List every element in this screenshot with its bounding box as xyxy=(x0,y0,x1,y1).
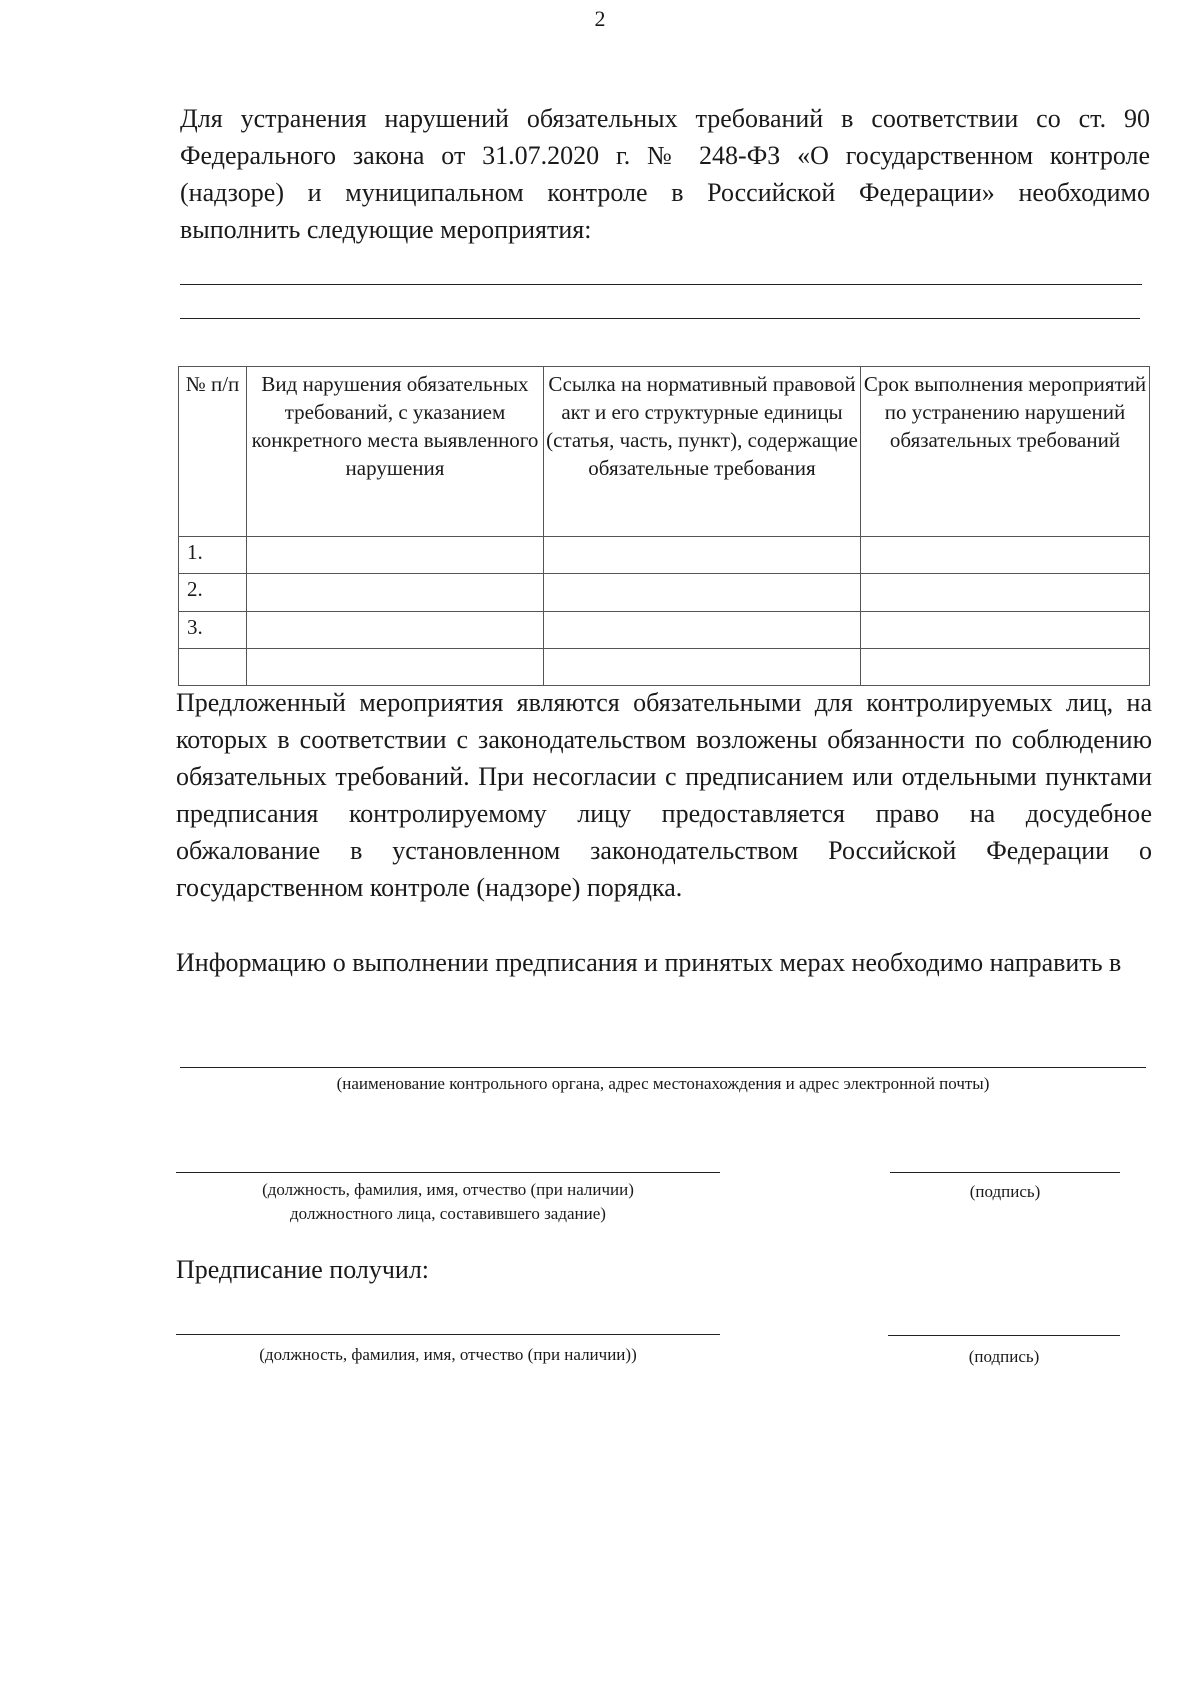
info-paragraph: Информацию о выполнении предписания и принятых мерах необходимо направить в xyxy=(176,948,1122,977)
rights-paragraph: Предложенный мероприятия являются обязательными для контролируемых лиц, на которых в соответствии с законодательством возложены обязанности по соблюдению обязательных требований. При несогласии с предписанием или отдельными пунктами предписания контролируемому лицу предоставляется право на досудебное обжалование в установленном законодательством Российской Федерации о государственном контроле (надзоре) порядка. xyxy=(176,688,1152,902)
table-cell xyxy=(544,537,861,574)
table-cell xyxy=(247,574,544,611)
received-label: Предписание получил: xyxy=(176,1255,430,1284)
row-number: 1. xyxy=(179,537,247,574)
table-row xyxy=(179,611,1150,648)
table-cell xyxy=(861,611,1150,648)
header-number: № п/п xyxy=(179,367,247,537)
authority-line xyxy=(180,1067,1146,1068)
table-cell xyxy=(861,648,1150,685)
table-cell xyxy=(544,574,861,611)
table-cell xyxy=(544,611,861,648)
signature-caption-2: (подпись) xyxy=(968,1347,1040,1366)
fill-in-line-2 xyxy=(180,318,1140,319)
signature-line-2 xyxy=(888,1335,1120,1336)
row-number: 2. xyxy=(179,574,247,611)
header-legal-reference: Ссылка на нормативный правовой акт и его структурные единицы (статья, часть, пункт), содержащие обязательные требования xyxy=(544,367,861,537)
fill-in-line-1 xyxy=(180,284,1142,285)
row-number xyxy=(179,648,247,685)
table-cell xyxy=(861,574,1150,611)
official-caption-line-1: (должность, фамилия, имя, отчество (при наличии) xyxy=(262,1180,634,1199)
official-caption-line-2: должностного лица, составившего задание) xyxy=(290,1204,606,1223)
row-number: 3. xyxy=(179,611,247,648)
header-deadline: Срок выполнения мероприятий по устранению нарушений обязательных требований xyxy=(861,367,1150,537)
table-header-row xyxy=(179,367,1150,537)
page-number: 2 xyxy=(594,6,606,31)
measures-table xyxy=(178,366,1150,686)
table-cell xyxy=(544,648,861,685)
table-row xyxy=(179,574,1150,611)
table-cell xyxy=(861,537,1150,574)
signature-caption-1: (подпись) xyxy=(969,1182,1041,1201)
table-cell xyxy=(247,648,544,685)
table-cell xyxy=(247,537,544,574)
authority-caption: (наименование контрольного органа, адрес местонахождения и адрес электронной почты) xyxy=(336,1074,990,1093)
signature-line-1 xyxy=(890,1172,1120,1173)
header-violation-type: Вид нарушения обязательных требований, с указанием конкретного места выявленного нарушения xyxy=(247,367,544,537)
table-row xyxy=(179,648,1150,685)
recipient-caption: (должность, фамилия, имя, отчество (при наличии)) xyxy=(259,1345,637,1364)
intro-paragraph: Для устранения нарушений обязательных требований в соответствии со ст. 90 Федерального закона от 31.07.2020 г. № 248-ФЗ «О государственном контроле (надзоре) и муниципальном контроле в Российской Федерации» необходимо выполнить следующие мероприятия: xyxy=(180,104,1150,244)
official-line xyxy=(176,1172,720,1173)
table-cell xyxy=(247,611,544,648)
table-row xyxy=(179,537,1150,574)
recipient-line xyxy=(176,1334,720,1335)
